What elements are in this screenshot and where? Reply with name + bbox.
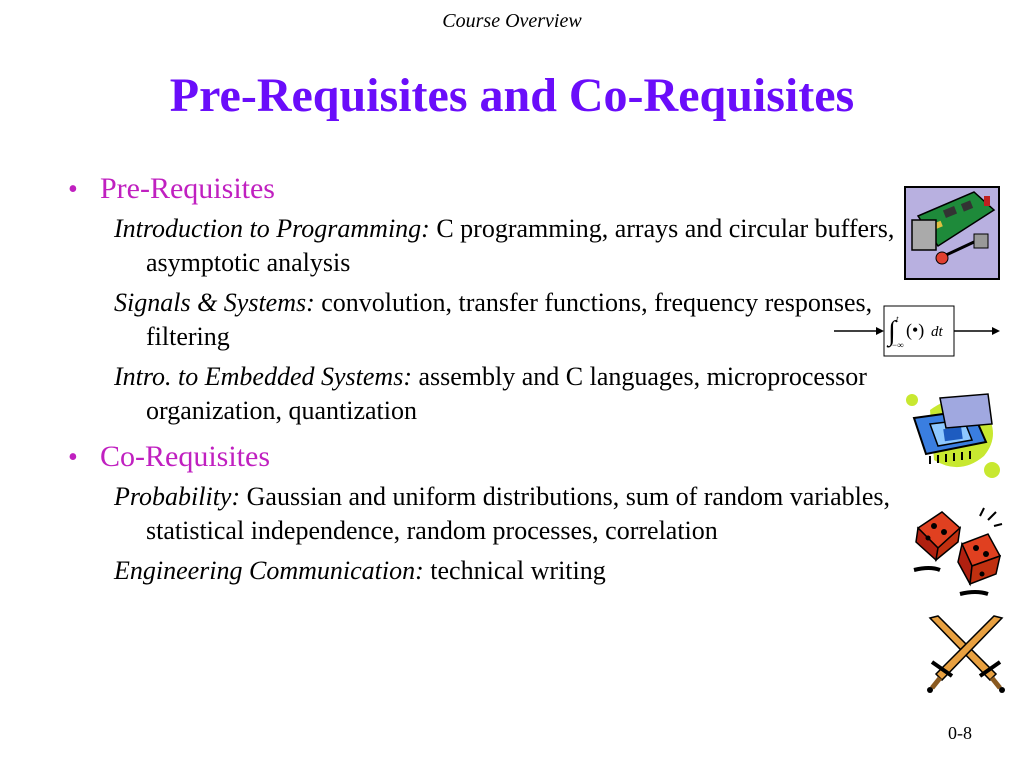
- page-number: 0-8: [948, 723, 972, 743]
- prereq-subject: Intro. to Embedded Systems:: [114, 362, 412, 391]
- coreq-subject: Probability:: [114, 482, 241, 511]
- bullet-icon: •: [68, 174, 78, 205]
- coreq-item-probability: [114, 480, 898, 548]
- prereq-item-embedded: [114, 360, 898, 428]
- slide-content: [68, 172, 898, 588]
- prerequisites-heading-label: Pre-Requisites: [100, 172, 275, 205]
- prereq-topics: assembly and C languages, microprocessor organization, quantization: [146, 362, 867, 425]
- prereq-item-signals: [114, 286, 898, 354]
- corequisites-heading: [68, 440, 898, 474]
- slide-title: Pre-Requisites and Co-Requisites: [169, 69, 855, 122]
- dice-icon: [910, 504, 1006, 600]
- integral-upper-limit: t: [896, 314, 899, 324]
- bullet-icon: •: [68, 442, 78, 473]
- integrator-block-diagram: [832, 300, 1002, 362]
- slide-header: Course Overview: [442, 10, 582, 32]
- integral-integrand: (•): [906, 320, 925, 340]
- prereq-item-programming: [114, 212, 898, 280]
- microprocessor-icon: [900, 390, 1004, 480]
- coreq-item-communication: [114, 554, 898, 588]
- integral-lower-limit: −∞: [892, 340, 904, 350]
- integral-icon: ∫: [888, 316, 896, 347]
- coreq-topics: Gaussian and uniform distributions, sum of random variables, statistical independence, random processes, correlation: [146, 482, 891, 545]
- prereq-subject: Signals & Systems:: [114, 288, 315, 317]
- circuit-board-icon: [904, 186, 1000, 280]
- prerequisites-heading: [68, 172, 898, 206]
- corequisites-heading-label: Co-Requisites: [100, 440, 270, 473]
- coreq-subject: Engineering Communication:: [114, 556, 424, 585]
- prereq-subject: Introduction to Programming:: [114, 214, 430, 243]
- prereq-topics: convolution, transfer functions, frequency responses, filtering: [146, 288, 873, 351]
- crossed-swords-icon: [924, 614, 1008, 694]
- coreq-topics: technical writing: [430, 556, 606, 585]
- integral-differential: dt: [931, 324, 943, 340]
- prereq-topics: C programming, arrays and circular buffers, asymptotic analysis: [146, 214, 895, 277]
